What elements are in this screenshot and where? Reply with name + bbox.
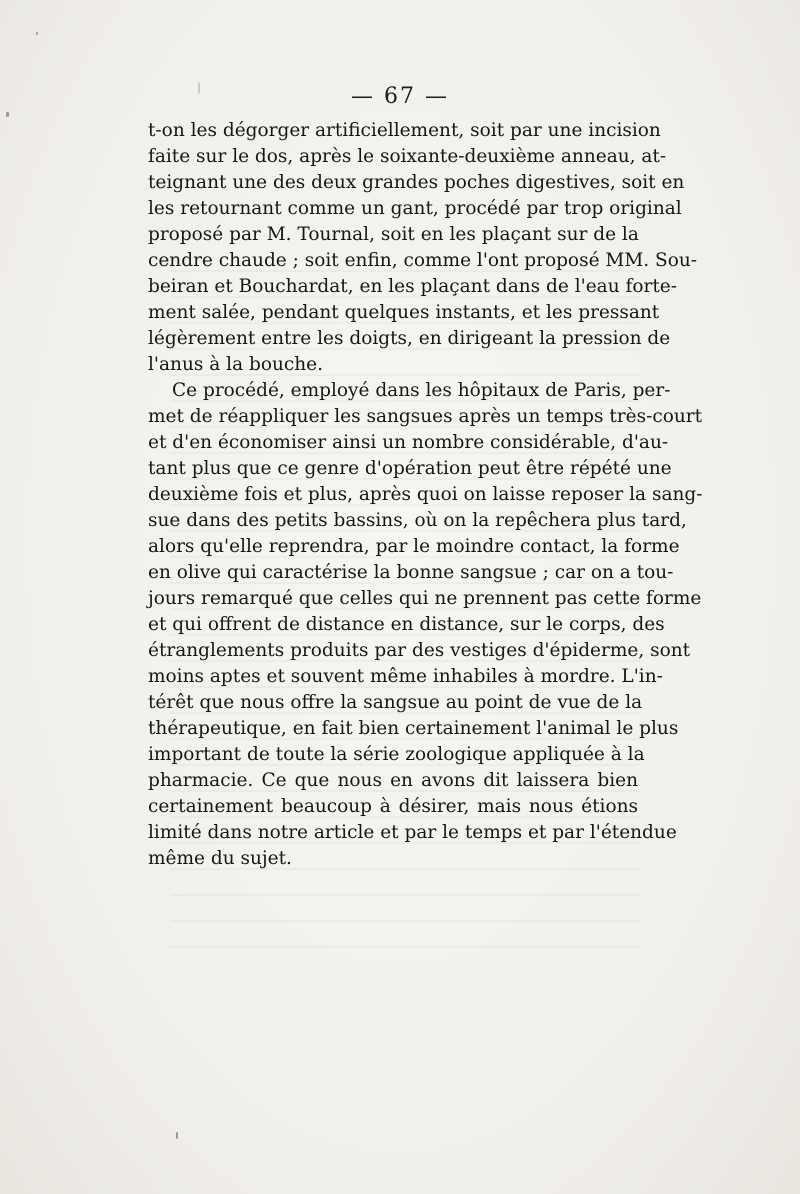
text-line: beiran et Bouchardat, en les plaçant dans de l'eau forte- — [148, 276, 677, 297]
text-line: térêt que nous offre la sangsue au point de vue de la — [148, 692, 643, 713]
text-line: ment salée, pendant quelques instants, et les pressant — [148, 302, 660, 323]
page-number: — 67 — — [351, 84, 449, 109]
text-line: les retournant comme un gant, procédé par trop original — [148, 198, 682, 219]
text-line: t-on les dégorger artificiellement, soit par une incision — [148, 120, 661, 141]
text-line: certainement beaucoup à désirer, mais nous étions — [148, 796, 638, 817]
text-line: faite sur le dos, après le soixante-deuxième anneau, at- — [148, 146, 667, 167]
text-line: et d'en économiser ainsi un nombre considérable, d'au- — [148, 432, 669, 453]
paragraph-1 — [148, 118, 698, 378]
paper-speck — [176, 1132, 178, 1139]
text-line: teignant une des deux grandes poches digestives, soit en — [148, 172, 685, 193]
text-line: tant plus que ce genre d'opération peut être répété une — [148, 458, 672, 479]
paper-speck — [198, 82, 200, 94]
text-line: en olive qui caractérise la bonne sangsue ; car on a tou- — [148, 562, 674, 583]
text-line: important de toute la série zoologique appliquée à la — [148, 744, 645, 765]
paragraph-2 — [148, 378, 703, 872]
text-line: cendre chaude ; soit enfin, comme l'ont proposé MM. Sou- — [148, 250, 698, 271]
text-line: alors qu'elle reprendra, par le moindre contact, la forme — [148, 536, 680, 557]
text-line: thérapeutique, en fait bien certainement l'animal le plus — [148, 718, 679, 739]
text-line: proposé par M. Tournal, soit en les plaçant sur de la — [148, 224, 639, 245]
paper-speck — [36, 32, 38, 35]
text-line: deuxième fois et plus, après quoi on laisse reposer la sang- — [148, 484, 703, 505]
text-line: met de réappliquer les sangsues après un temps très-court — [148, 406, 703, 427]
text-line: Ce procédé, employé dans les hôpitaux de Paris, per- — [172, 380, 671, 401]
paper-speck — [6, 112, 9, 117]
text-line: limité dans notre article et par le temps et par l'étendue — [148, 822, 677, 843]
text-line: étranglements produits par des vestiges d'épiderme, sont — [148, 640, 691, 661]
text-line: même du sujet. — [148, 848, 292, 869]
body-text — [148, 118, 703, 872]
text-line: pharmacie. Ce que nous en avons dit laissera bien — [148, 770, 638, 791]
text-line: moins aptes et souvent même inhabiles à mordre. L'in- — [148, 666, 663, 687]
text-line: sue dans des petits bassins, où on la repêchera plus tard, — [148, 510, 687, 531]
text-line: légèrement entre les doigts, en dirigeant la pression de — [148, 328, 671, 349]
text-line: et qui offrent de distance en distance, sur le corps, des — [148, 614, 665, 635]
text-line: jours remarqué que celles qui ne prennent pas cette forme — [148, 588, 702, 609]
text-line: l'anus à la bouche. — [148, 354, 323, 375]
